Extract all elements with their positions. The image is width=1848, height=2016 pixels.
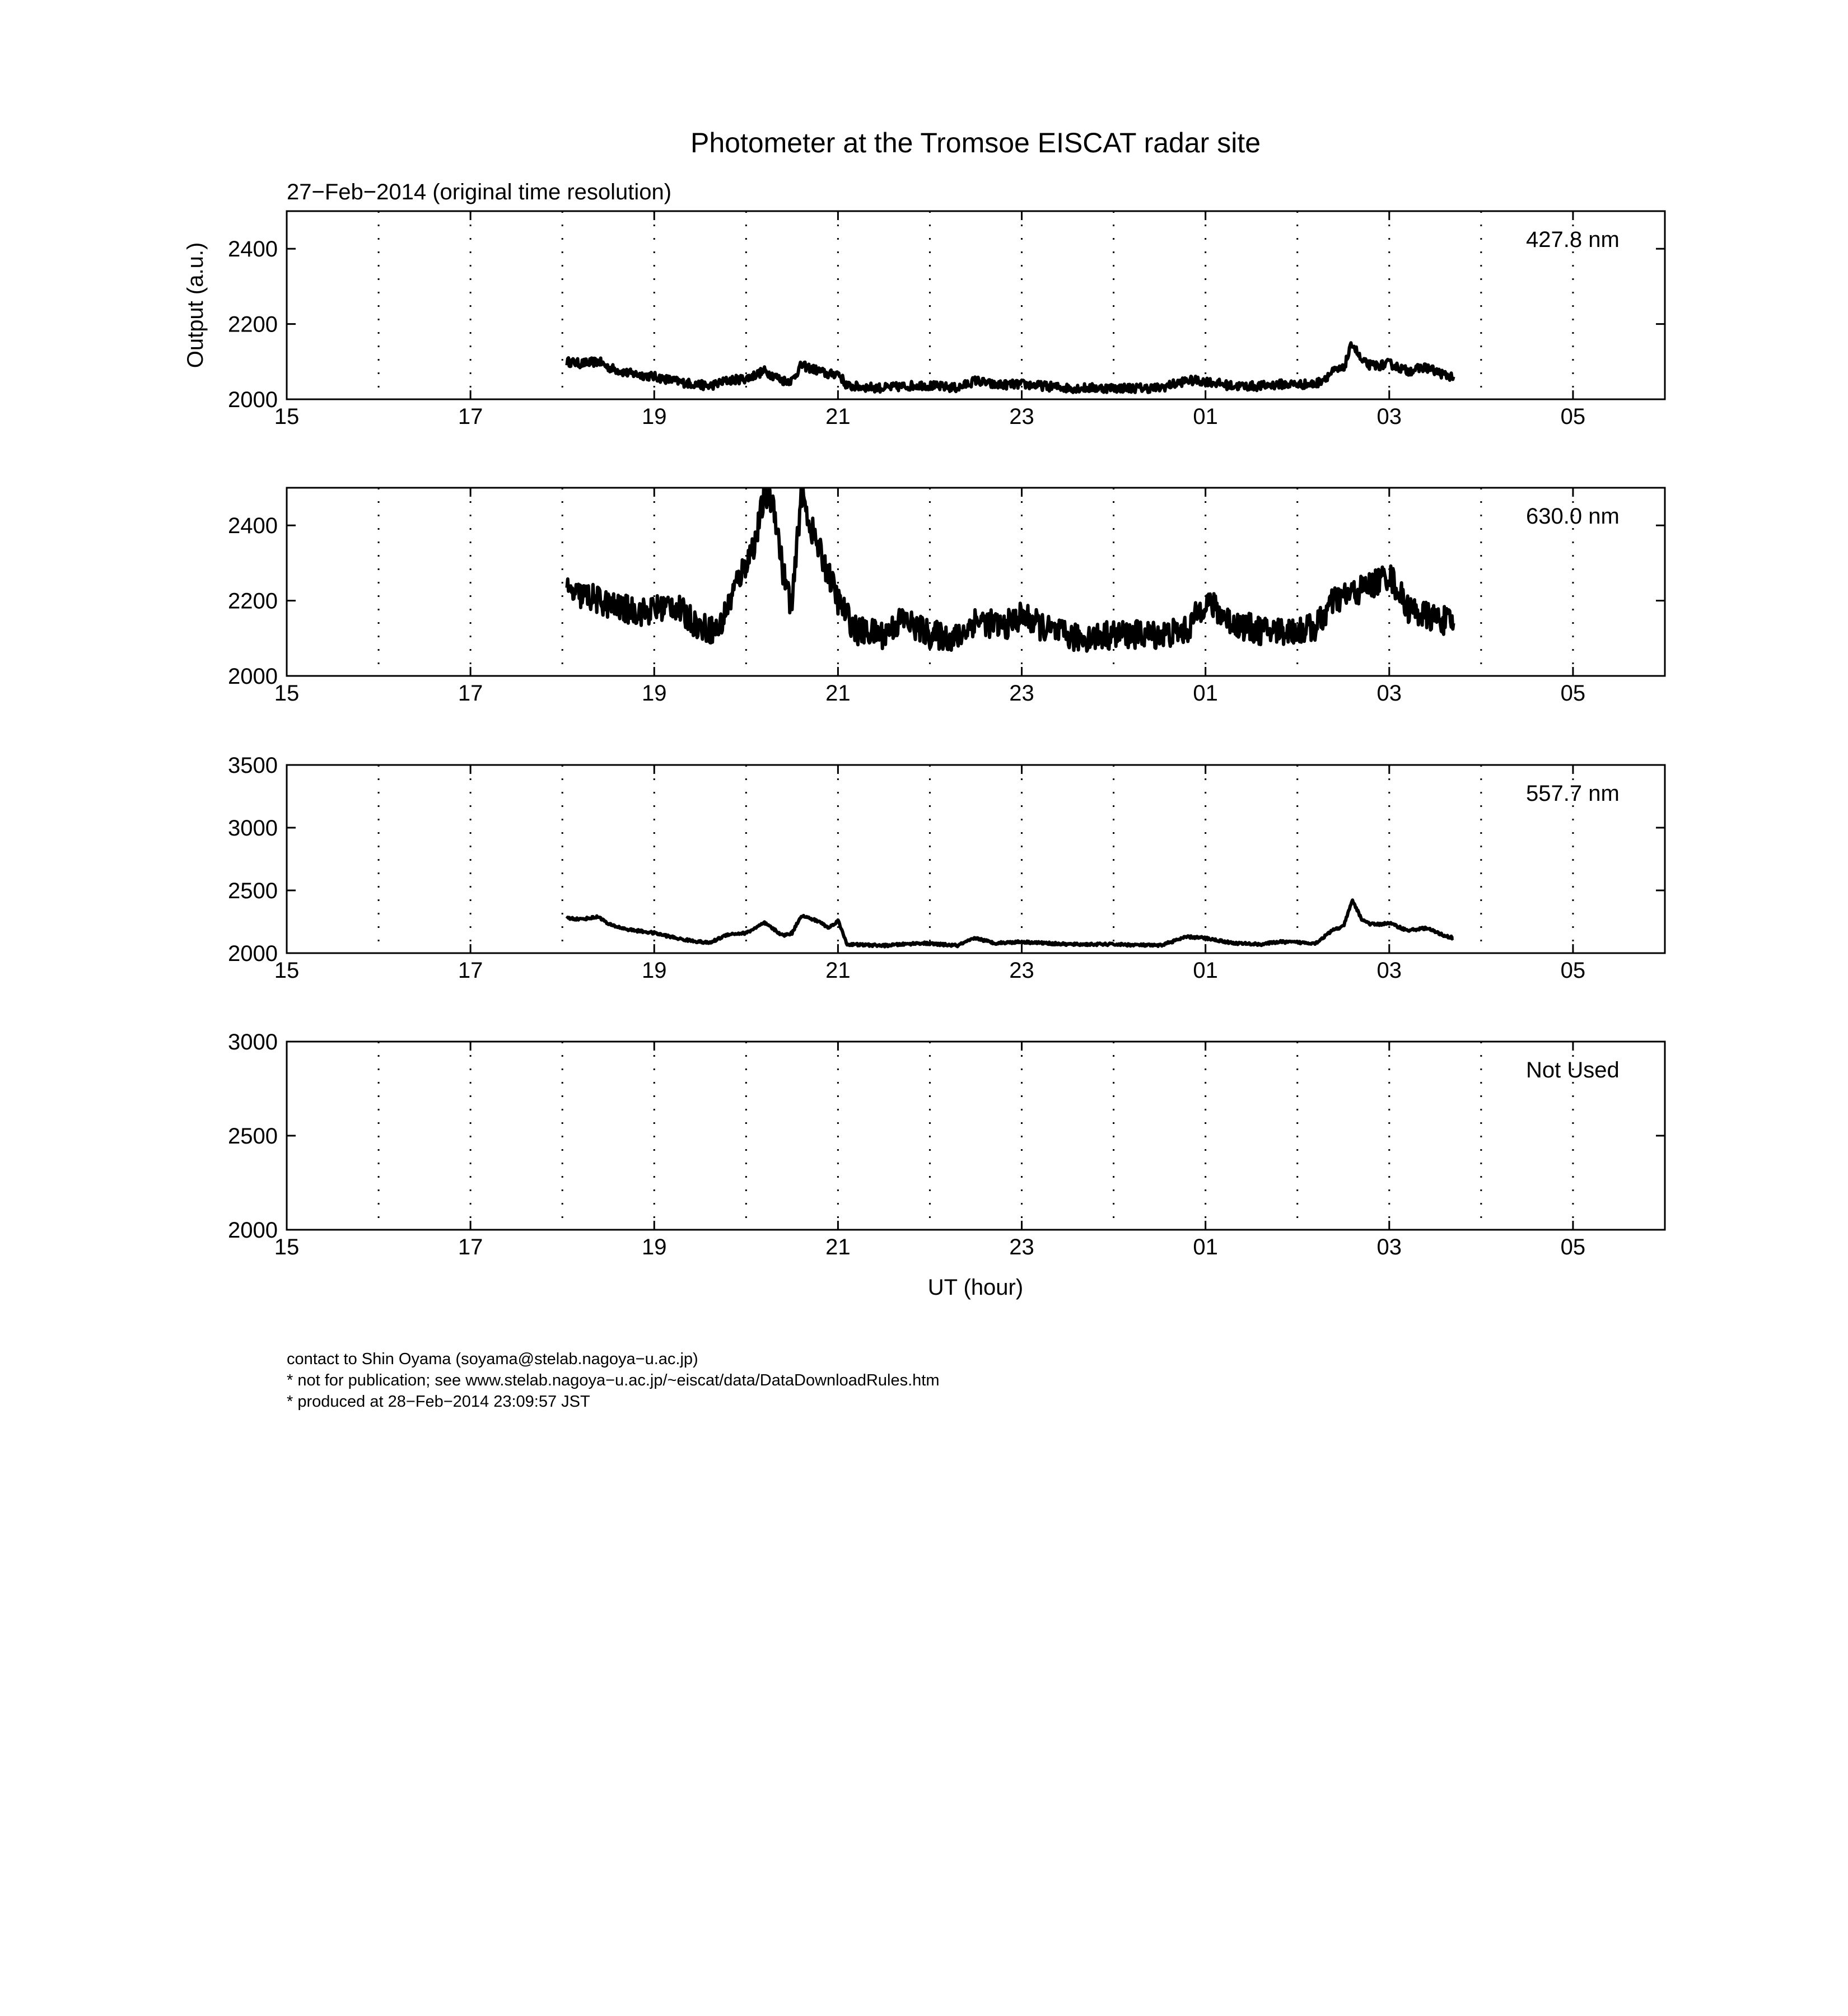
panel-wavelength-label: 630.0 nm xyxy=(1526,504,1620,529)
x-tick-label: 05 xyxy=(1560,404,1586,429)
plot-frame xyxy=(287,1042,1665,1230)
x-tick-label: 15 xyxy=(274,681,300,706)
x-tick-label: 19 xyxy=(642,958,667,983)
y-axis-label: Output (a.u.) xyxy=(183,242,208,368)
x-tick-label: 23 xyxy=(1009,681,1034,706)
footer-produced: * produced at 28−Feb−2014 23:09:57 JST xyxy=(287,1393,590,1411)
series-line xyxy=(567,343,1453,393)
x-tick-label: 15 xyxy=(274,958,300,983)
panel-2 xyxy=(228,483,1665,706)
x-tick-label: 03 xyxy=(1376,958,1402,983)
x-tick-label: 17 xyxy=(458,681,483,706)
x-tick-label: 19 xyxy=(642,404,667,429)
y-tick-label: 2000 xyxy=(228,388,278,412)
panel-wavelength-label: Not Used xyxy=(1526,1058,1620,1082)
x-tick-label: 03 xyxy=(1376,681,1402,706)
panel-3 xyxy=(228,753,1665,983)
footer-contact: contact to Shin Oyama (soyama@stelab.nagoya−u.ac.jp) xyxy=(287,1350,698,1368)
panel-wavelength-label: 427.8 nm xyxy=(1526,227,1620,252)
panels-group xyxy=(228,211,1665,1259)
panel-wavelength-label: 557.7 nm xyxy=(1526,781,1620,806)
chart-subtitle: 27−Feb−2014 (original time resolution) xyxy=(287,180,672,204)
plot-frame xyxy=(287,211,1665,399)
footer-rules: * not for publication; see www.stelab.nagoya−u.ac.jp/~eiscat/data/DataDownloadRules.htm xyxy=(287,1371,940,1389)
x-tick-label: 05 xyxy=(1560,958,1586,983)
y-tick-label: 2500 xyxy=(228,1124,278,1149)
y-tick-label: 3000 xyxy=(228,1030,278,1054)
x-tick-label: 17 xyxy=(458,1235,483,1259)
y-tick-label: 3500 xyxy=(228,753,278,778)
x-tick-label: 19 xyxy=(642,1235,667,1259)
x-tick-label: 23 xyxy=(1009,958,1034,983)
panel-1 xyxy=(228,211,1665,429)
y-tick-label: 2000 xyxy=(228,941,278,966)
x-tick-label: 17 xyxy=(458,404,483,429)
chart-title: Photometer at the Tromsoe EISCAT radar site xyxy=(690,127,1261,158)
plot-frame xyxy=(287,765,1665,953)
y-tick-label: 2500 xyxy=(228,879,278,903)
x-tick-label: 03 xyxy=(1376,404,1402,429)
x-tick-label: 21 xyxy=(825,958,851,983)
x-tick-label: 01 xyxy=(1193,1235,1218,1259)
y-tick-label: 2200 xyxy=(228,312,278,337)
x-tick-label: 01 xyxy=(1193,404,1218,429)
series-line xyxy=(567,483,1453,651)
x-axis-label: UT (hour) xyxy=(927,1275,1024,1300)
x-tick-label: 23 xyxy=(1009,1235,1034,1259)
series-line xyxy=(567,900,1453,946)
x-tick-label: 05 xyxy=(1560,681,1586,706)
x-tick-label: 21 xyxy=(825,1235,851,1259)
x-tick-label: 05 xyxy=(1560,1235,1586,1259)
x-tick-label: 21 xyxy=(825,404,851,429)
y-tick-label: 2400 xyxy=(228,514,278,539)
y-tick-label: 2000 xyxy=(228,664,278,689)
panel-4 xyxy=(228,1030,1665,1259)
x-tick-label: 01 xyxy=(1193,681,1218,706)
x-tick-label: 03 xyxy=(1376,1235,1402,1259)
x-tick-label: 01 xyxy=(1193,958,1218,983)
y-tick-label: 2400 xyxy=(228,237,278,262)
x-tick-label: 23 xyxy=(1009,404,1034,429)
x-tick-label: 17 xyxy=(458,958,483,983)
plot-frame xyxy=(287,488,1665,676)
x-tick-label: 21 xyxy=(825,681,851,706)
y-tick-label: 2000 xyxy=(228,1218,278,1243)
x-tick-label: 15 xyxy=(274,1235,300,1259)
y-tick-label: 2200 xyxy=(228,589,278,614)
x-tick-label: 15 xyxy=(274,404,300,429)
y-tick-label: 3000 xyxy=(228,816,278,841)
x-tick-label: 19 xyxy=(642,681,667,706)
